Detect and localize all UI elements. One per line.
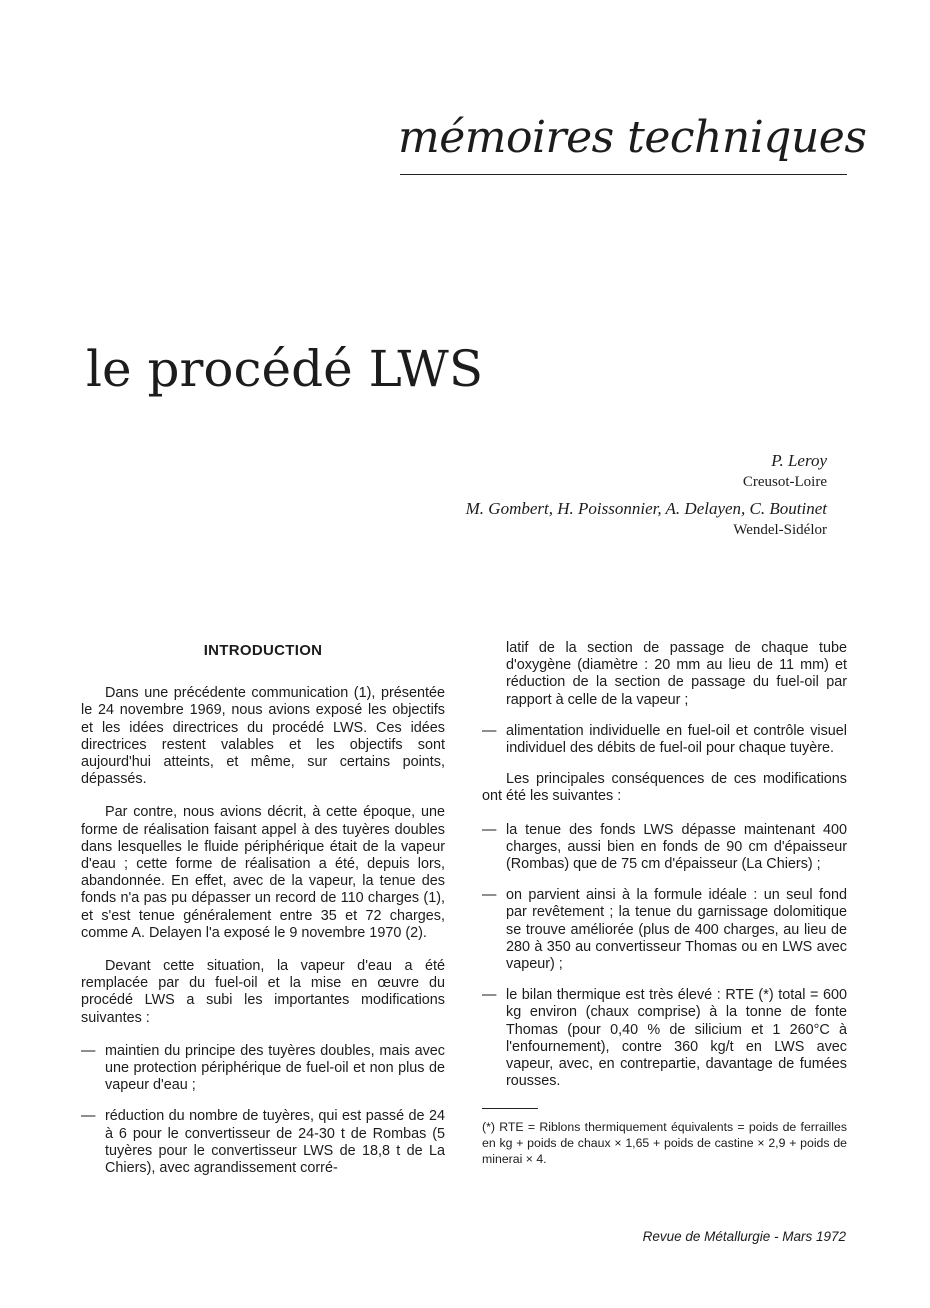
list-item bbox=[482, 887, 847, 973]
list-dash: — bbox=[81, 1042, 96, 1059]
list-dash: — bbox=[482, 821, 497, 838]
list-item bbox=[81, 1108, 445, 1177]
paragraph-2: Par contre, nous avions décrit, à cette époque, une forme de réalisation faisant appel à des tuyères doubles dans lesquelles le fluide périphérique était de la vapeur d'eau ; cette forme de réalisation a été, depuis lors, abandonnée. En effet, avec de la vapeur, la tenue des fonds n'a pas pu dépasser un record de 110 charges (1), et s'est tenue généralement entre 35 et 72 charges, comme A. Delayen l'a exposé le 9 novembre 1970 (2). bbox=[81, 804, 445, 941]
list-item-text: réduction du nombre de tuyères, qui est passé de 24 à 6 pour le convertisseur de 24-30 t de Rombas (5 tuyères pour le convertisseur LWS de 18,8 t de La Chiers), avec agrandissement corré- bbox=[105, 1108, 445, 1177]
author-names-1: P. Leroy bbox=[771, 451, 827, 470]
list-item-text: la tenue des fonds LWS dépasse maintenant 400 charges, aussi bien en fonds de 90 cm d'épaisseur (Rombas) que de 75 cm d'épaisseur (La Chiers) ; bbox=[506, 821, 847, 873]
list-dash: — bbox=[482, 722, 497, 739]
list-dash: — bbox=[81, 1108, 96, 1125]
journal-footer: Revue de Métallurgie - Mars 1972 bbox=[642, 1229, 846, 1244]
author-affiliation-1: Creusot-Loire bbox=[742, 474, 827, 490]
left-column bbox=[81, 640, 445, 1191]
footnote-rule bbox=[482, 1108, 538, 1109]
list-item-text: maintien du principe des tuyères doubles, mais avec une protection périphérique de fuel-oil et non plus de vapeur d'eau ; bbox=[105, 1042, 445, 1094]
footnote: (*) RTE = Riblons thermiquement équivalents = poids de ferrailles en kg + poids de chaux × 1,65 + poids de castine × 2,9 + poids de minerai × 4. bbox=[482, 1120, 847, 1167]
list-item-continuation: latif de la section de passage de chaque tube d'oxygène (diamètre : 20 mm au lieu de 11 mm) et réduction de la section de passage du fuel-oil par rapport à celle de la vapeur ; bbox=[506, 640, 847, 708]
list-item-text: alimentation individuelle en fuel-oil et contrôle visuel individuel des débits de fuel-oil pour chaque tuyère. bbox=[506, 722, 847, 757]
paragraph-4: Les principales conséquences de ces modifications ont été les suivantes : bbox=[482, 771, 847, 805]
list-item bbox=[81, 1043, 445, 1095]
list-dash: — bbox=[482, 987, 497, 1004]
paragraph-3: Devant cette situation, la vapeur d'eau a été remplacée par du fuel-oil et la mise en œuvre du procédé LWS a subi les importantes modifications suivantes : bbox=[81, 958, 445, 1026]
introduction-heading: INTRODUCTION bbox=[203, 642, 323, 659]
list-dash: — bbox=[482, 887, 497, 904]
paragraph-1: Dans une précédente communication (1), présentée le 24 novembre 1969, nous avions exposé les objectifs et les idées directrices du procédé LWS. Ces idées directrices restent valables et les objectifs sont aujourd'hui atteints, et même, sur certains points, dépassés. bbox=[81, 685, 445, 788]
section-title: mémoires techniques bbox=[398, 112, 867, 163]
author-names-2: M. Gombert, H. Poissonnier, A. Delayen, C. Boutinet bbox=[465, 499, 827, 518]
list-item bbox=[482, 987, 847, 1090]
right-column bbox=[482, 640, 847, 1167]
list-item-text: on parvient ainsi à la formule idéale : un seul fond par revêtement ; la tenue du garnissage dolomitique se trouve améliorée (plus de 400 charges, au lieu de 280 à 350 au convertisseur Thomas ou en LWS avec vapeur) ; bbox=[506, 887, 847, 973]
author-affiliation-2: Wendel-Sidélor bbox=[733, 522, 827, 538]
author-block bbox=[466, 450, 827, 546]
list-item bbox=[482, 822, 847, 874]
section-title-rule bbox=[400, 174, 847, 175]
article-title: le procédé LWS bbox=[86, 340, 484, 398]
list-item-text: le bilan thermique est très élevé : RTE (*) total = 600 kg environ (chaux comprise) à la tonne de fonte Thomas (pour 0,40 % de silicium et 1 260°C à l'enfournement), contre 360 kg/t en LWS avec vapeur, avec, en contrepartie, davantage de fumées rousses. bbox=[506, 987, 847, 1090]
list-item bbox=[482, 723, 847, 757]
